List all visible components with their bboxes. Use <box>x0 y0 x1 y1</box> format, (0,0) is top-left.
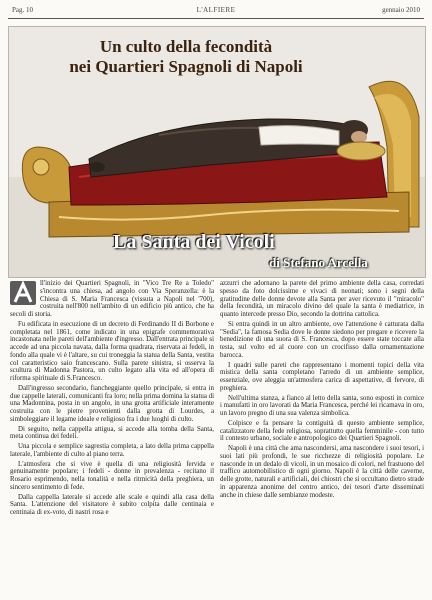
magazine-name: L'ALFIERE <box>196 6 236 14</box>
title-line-2: nei Quartieri Spagnoli di Napoli <box>69 57 303 76</box>
dropcap-a-icon <box>10 281 36 305</box>
article-photo <box>8 26 426 278</box>
paragraph: Di seguito, nella cappella attigua, si accede alla tomba della Santa, meta continua dei fedeli. <box>10 425 214 441</box>
paragraph: Dall'ingresso secondario, fiancheggiante quello principale, si entra in due cappelle laterali, comunicanti fra loro; nella prima domina la statua di una Madonnina, posta in un angolo, in una grotta artificiale interamente costruita con le pietre provenienti dalla grotta di Lourdes, a simboleggiare il legame ideale e religioso fra i due luoghi di culto. <box>10 384 214 423</box>
paragraph: Colpisce e fa pensare la contiguità di questo ambiente semplice, catalizzatore della fede religiosa, soprattutto quella femminile - con tutto il contesto urbano, sociale e antropologico dei Quartieri Spagnoli. <box>220 419 424 443</box>
paragraph: Napoli è una città che ama nascondersi, ama nascondere i suoi tesori, i suoi lati più profondi, le sue ricchezze di religiosità popolare. Le nasconde in un dedalo di vicoli, in un mosaico di colori, nel frastuono del traffico automobilistico di ogni giorno. Napoli è la città delle caverne, delle grotte, naturali e artificiali, dei chiostri che si occultano dietro strade in apparenza anonime del centro antico, dei tesori d'arte disseminati anche in chiese dalle sembianze modeste. <box>220 445 424 499</box>
photo-caption: La Santa dei Vicoli <box>113 231 275 253</box>
paragraph: Nell'ultima stanza, a fianco al letto della santa, sono esposti in cornice i manufatti in oro lavorati da Maria Francesca, perché lei ricamava in oro, un lavoro pregno di una sua valenza simbolica. <box>220 394 424 417</box>
paragraph: azzurri che adornano la parete del primo ambiente della casa, corredati spesso da foto dolcissime e vivaci di neonati; sono i segni della gratitudine delle donne devote alla Santa per aver ricevuto il "miracolo" della fecondità, un miracolo divino del quale la santa è mediatrice, in quanto intercede presso Dio, secondo la dottrina cattolica. <box>220 280 424 318</box>
text-column-left <box>10 280 214 519</box>
issue-date: gennaio 2010 <box>382 6 420 14</box>
page-header <box>8 4 424 18</box>
article-title <box>21 37 351 77</box>
paragraph: Si entra quindi in un altro ambiente, ove l'attenzione è catturata dalla "Sedia", la famosa Sedia dove le donne siedono per pregare e ricevere la benedizione di una suora di S. Francesca, dopo essere state toccate alla testa, sul volto ed al cuore con un crocifisso dalla ornamentazione barocca. <box>220 320 424 359</box>
paragraph: ll'inizio dei Quartieri Spagnoli, in "Vico Tre Re a Toledo" s'incontra una chiesa, ad angolo con Via Speranzella: è la Chiesa di S. Maria Francesca (vissuta a Napoli nel '700), costruita nell'800 nell'ambito di un edificio più antico, che ha secoli di storia. <box>10 280 214 318</box>
text-column-right <box>220 280 424 501</box>
paragraph: Dalla cappella laterale si accede alle scale e quindi alla casa della Santa. L'attenzione del visitatore è subito colpita dalle centinaia e centinaia di ex-voto, di nastri rosa e <box>10 493 214 516</box>
paragraph: Una piccola e semplice sagrestia completa, a lato della prima cappella laterale, l'ambiente di culto al piano terra. <box>10 443 214 458</box>
title-line-1: Un culto della fecondità <box>99 37 273 56</box>
paragraph: I quadri sulle pareti che rappresentano i momenti topici della vita mistica della santa completano l'arredo di un ambiente semplice, essenziale, ove aleggia un'atmosfera carica di aspettative, di fervore, di preghiera. <box>220 361 424 392</box>
paragraph: L'atmosfera che si vive è quella di una religiosità fervida e genuinamente popolare; i fedeli - donne in prevalenza - recitano il Rosario esprimendo, nella tonalità e nella ritmicità della preghiera, un sincero sentimento di fede. <box>10 460 214 491</box>
header-rule <box>8 18 424 19</box>
article-author: di Stefano Arcella <box>269 255 368 270</box>
paragraph: Fu edificata in esecuzione di un decreto di Ferdinando II di Borbone e completata nel 1861, come indicato in una epigrafe commemorativa incastonata nelle pareti dell'ambiente d'ingresso. Dall'entrata principale si accede ad una piccola navata, dalla forma quadrata, riservata ai fedeli, in fondo alla quale vi è l'altare, su cui troneggia la statua della Santa, vestita col caratteristico saio francescano. Sulla parete sinistra, si osserva la scultura di Madonna Pastora, un culto legato alla vita ed all'opera di riforma spirituale di S.Francesco. <box>10 320 214 382</box>
page-number: Pag. 10 <box>12 6 33 14</box>
